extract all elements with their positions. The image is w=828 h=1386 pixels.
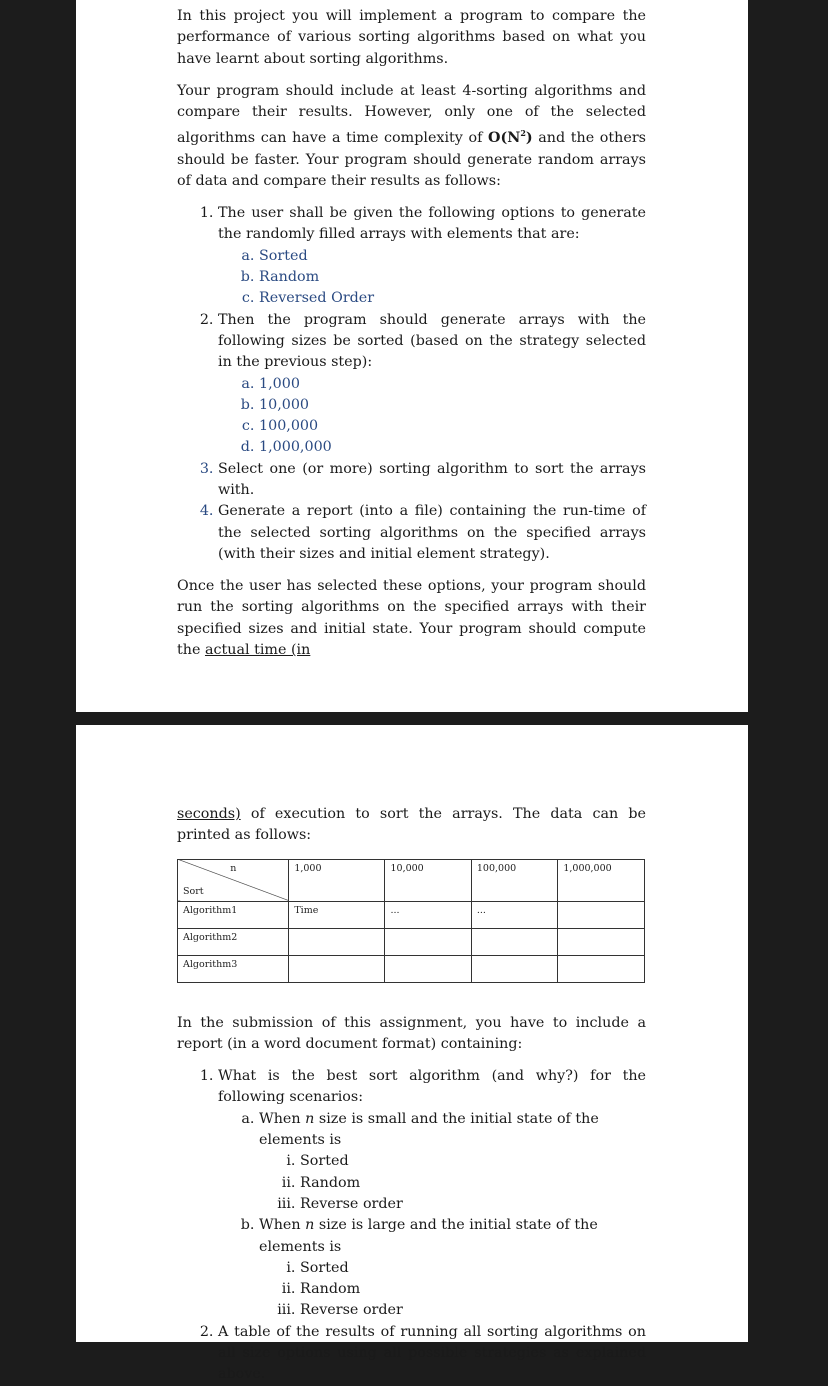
underlined-text: actual time (in: [204, 642, 311, 659]
size-option-1: a. 1,000: [259, 374, 646, 395]
size-options: [218, 374, 646, 459]
step-3: 3. Select one (or more) sorting algorithm to sort the arrays with.: [218, 459, 646, 502]
state-item: iii. Reverse order: [300, 1194, 646, 1215]
step-2: 2. Then the program should generate arrays with the following sizes be sorted (based on the strategy selected in the previous step): a. 1,000 b. 10,000 c. 100,000 d. 1,000,000: [218, 310, 646, 459]
row-label: Algorithm1: [178, 901, 289, 928]
table-header-row: [178, 859, 645, 901]
scenario-list: [218, 1109, 646, 1322]
requirements-text-2: and the others should be faster. Your program should generate random arrays of data and compare their results as follows:: [177, 130, 647, 189]
underlined-seconds: seconds): [177, 806, 241, 822]
small-states: [259, 1151, 646, 1215]
table-corner-cell: [178, 859, 289, 901]
scenario-large: b. When n size is large and the initial state of the elements is i. Sorted ii. Random iii. Reverse order: [259, 1215, 646, 1321]
requirements-paragraph: [177, 81, 646, 192]
table-cell: ...: [385, 901, 471, 928]
table-cell: [289, 928, 385, 955]
table-row: [178, 901, 645, 928]
submission-paragraph: In the submission of this assignment, you have to include a report (in a word document format) containing:: [177, 1014, 646, 1052]
table-cell: [558, 901, 645, 928]
table-cell: ...: [471, 901, 557, 928]
row-label: Algorithm3: [178, 955, 289, 982]
strategy-options: [218, 246, 646, 310]
table-cell: [471, 955, 557, 982]
table-cell: [558, 928, 645, 955]
option-reversed: c. Reversed Order: [259, 288, 646, 309]
requirements-text-1: Your program should include at least 4-sorting algorithms and compare their results. However, only one of the selected algorithms can have a time complexity of: [177, 82, 646, 147]
option-random: b. Random: [259, 267, 646, 288]
header-cell: 10,000: [385, 859, 471, 901]
header-cell: 1,000,000: [558, 859, 645, 901]
corner-n-label: n: [230, 862, 237, 874]
table-cell: Time: [289, 901, 385, 928]
step-1: 1. The user shall be given the following options to generate the randomly filled arrays with elements that are: a. Sorted b. Random c. Reversed Order: [218, 203, 646, 309]
size-option-3: c. 100,000: [259, 416, 646, 437]
size-option-2: b. 10,000: [259, 395, 646, 416]
steps-list: [177, 203, 646, 565]
results-table: [177, 859, 645, 983]
table-row: [178, 955, 645, 982]
state-item: i. Sorted: [300, 1258, 646, 1279]
step-4: 4. Generate a report (into a file) containing the run-time of the selected sorting algorithms on the specified arrays (with their sizes and initial element strategy).: [218, 501, 646, 565]
option-sorted: a. Sorted: [259, 246, 646, 267]
report-item-1: 1. What is the best sort algorithm (and why?) for the following scenarios: a. When n size is small and the initial state of the elements is i. Sorted ii. Random iii. Reverse order b. When n size is large and the initial state of the elements is i. Sorted ii. Random iii. Reverse order: [218, 1066, 646, 1322]
large-states: [259, 1258, 646, 1322]
complexity-notation: $O(N^2)$: [488, 128, 533, 147]
table-row: [178, 928, 645, 955]
corner-sort-label: Sort: [183, 885, 204, 897]
header-cell: 100,000: [471, 859, 557, 901]
report-item-2: 2. A table of the results of running all sorting algorithms on all size options using all possible strategies as explained above.: [218, 1322, 646, 1386]
table-cell: [558, 955, 645, 982]
table-cell: [385, 955, 471, 982]
row-label: Algorithm2: [178, 928, 289, 955]
table-cell: [289, 955, 385, 982]
state-item: iii. Reverse order: [300, 1300, 646, 1321]
state-item: ii. Random: [300, 1173, 646, 1194]
document-page-1: [76, 0, 748, 712]
state-item: i. Sorted: [300, 1151, 646, 1172]
size-option-4: d. 1,000,000: [259, 437, 646, 458]
table-cell: [471, 928, 557, 955]
intro-paragraph: In this project you will implement a program to compare the performance of various sorting algorithms based on what you have learnt about sorting algorithms.: [177, 8, 646, 67]
state-item: ii. Random: [300, 1279, 646, 1300]
report-list: [177, 1066, 646, 1385]
scenario-small: a. When n size is small and the initial state of the elements is i. Sorted ii. Random iii. Reverse order: [259, 1109, 646, 1215]
header-cell: 1,000: [289, 859, 385, 901]
table-cell: [385, 928, 471, 955]
execution-paragraph: Once the user has selected these options, your program should run the sorting algorithms on the specified arrays with their specified sizes and initial state. Your program should compute the actual time (in: [177, 578, 646, 659]
continuation-paragraph: seconds) of execution to sort the arrays. The data can be printed as follows:: [177, 806, 646, 844]
document-page-2: [76, 725, 748, 1383]
